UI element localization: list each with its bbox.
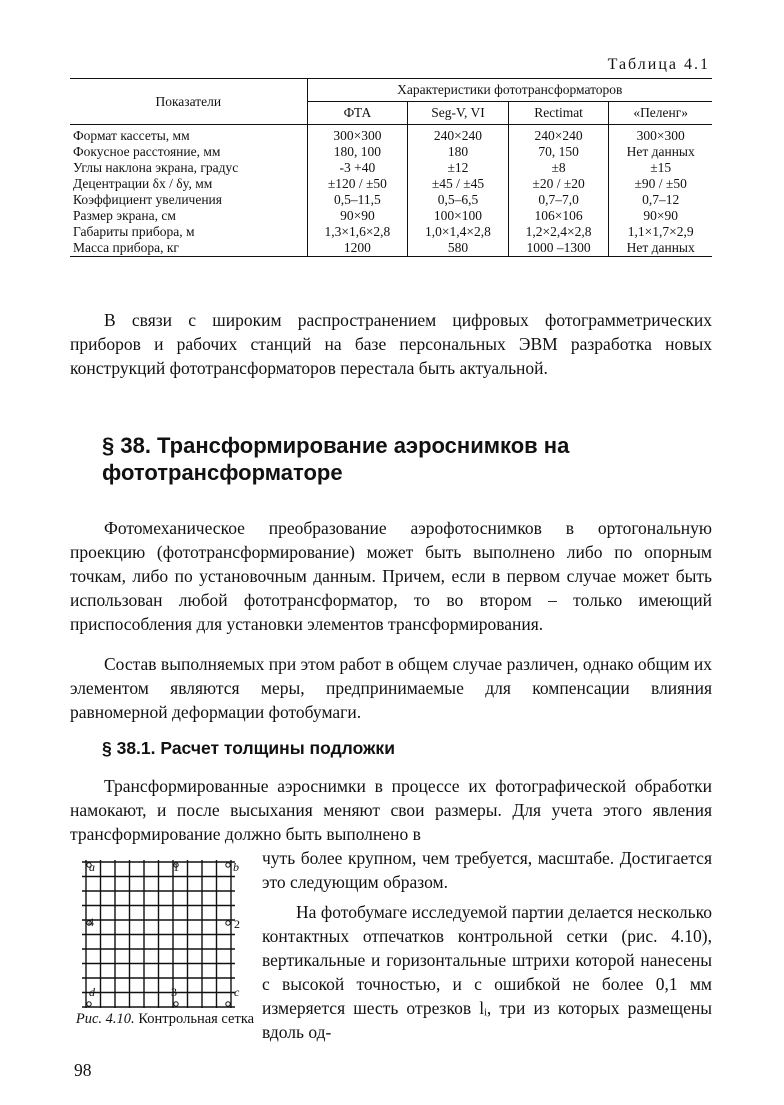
table-cell: ±20 / ±20 bbox=[508, 176, 609, 192]
table-cell: Нет данных bbox=[609, 240, 712, 257]
grid-label-a: a bbox=[89, 860, 95, 874]
table-cell: 1,3×1,6×2,8 bbox=[307, 224, 408, 240]
table-cell: 1,2×2,4×2,8 bbox=[508, 224, 609, 240]
paragraph: Фотомеханическое преобразование аэрофотоснимков в ортогональную проекцию (фототрансформирование) может быть выполнено либо по опорным точкам, либо по установочным данным. Причем, если в первом случае может быть использован любой фототрансформатор, то во втором – только имеющий приспособления для установки элементов трансформирования. bbox=[70, 518, 712, 634]
table-cell: 0,7–7,0 bbox=[508, 192, 609, 208]
table-cell: 90×90 bbox=[609, 208, 712, 224]
table-cell: 1000 –1300 bbox=[508, 240, 609, 257]
table-cell: 300×300 bbox=[609, 125, 712, 145]
grid-label-4: 4 bbox=[88, 915, 94, 929]
row-label: Масса прибора, кг bbox=[70, 240, 307, 257]
table-cell: 0,5–6,5 bbox=[408, 192, 509, 208]
table-row bbox=[70, 144, 712, 160]
table-cell: 1,0×1,4×2,8 bbox=[408, 224, 509, 240]
grid-label-1: 1 bbox=[173, 860, 179, 874]
column-header: ФТА bbox=[307, 102, 408, 125]
table-cell: -3 +40 bbox=[307, 160, 408, 176]
grid-node-mark bbox=[226, 921, 230, 925]
row-label: Углы наклона экрана, градус bbox=[70, 160, 307, 176]
grid-label-c: c bbox=[234, 985, 240, 999]
table-cell: 0,7–12 bbox=[609, 192, 712, 208]
section-title: § 38. Трансформирование аэроснимков на фототрансформаторе bbox=[102, 433, 570, 485]
table-cell: 180 bbox=[408, 144, 509, 160]
control-grid-figure bbox=[76, 858, 252, 1008]
figure-caption-text: Контрольная сетка bbox=[138, 1011, 255, 1027]
table-row bbox=[70, 240, 712, 257]
grid-node-mark bbox=[174, 1002, 178, 1006]
column-header: «Пеленг» bbox=[609, 102, 712, 125]
subsection-title: § 38.1. Расчет толщины подложки bbox=[102, 738, 395, 758]
grid-node-mark bbox=[226, 863, 230, 867]
table-cell: 240×240 bbox=[508, 125, 609, 145]
table-cell: ±15 bbox=[609, 160, 712, 176]
table-row bbox=[70, 125, 712, 145]
table-cell: 1200 bbox=[307, 240, 408, 257]
row-label: Формат кассеты, мм bbox=[70, 125, 307, 145]
characteristics-table bbox=[70, 78, 712, 257]
table-cell: 106×106 bbox=[508, 208, 609, 224]
row-label: Фокусное расстояние, мм bbox=[70, 144, 307, 160]
grid-label-2: 2 bbox=[234, 917, 240, 931]
row-label: Децентрации δx / δy, мм bbox=[70, 176, 307, 192]
table-cell: 1,1×1,7×2,9 bbox=[609, 224, 712, 240]
grid-label-d: d bbox=[89, 985, 95, 999]
row-label: Коэффициент увеличения bbox=[70, 192, 307, 208]
table-caption: Таблица 4.1 bbox=[607, 56, 710, 73]
group-header: Характеристики фототрансформаторов bbox=[307, 79, 712, 102]
table-cell: 240×240 bbox=[408, 125, 509, 145]
table-cell: 0,5–11,5 bbox=[307, 192, 408, 208]
table-cell: 300×300 bbox=[307, 125, 408, 145]
table-row bbox=[70, 224, 712, 240]
column-header: Seg-V, VI bbox=[408, 102, 509, 125]
table-cell: Нет данных bbox=[609, 144, 712, 160]
page-number: 98 bbox=[74, 1060, 92, 1080]
table-cell: ±45 / ±45 bbox=[408, 176, 509, 192]
table-row bbox=[70, 160, 712, 176]
paragraph: В связи с широким распространением цифровых фотограмметрических приборов и рабочих станций на базе персональных ЭВМ разработка новых конструкций фототрансформаторов перестала быть актуальной. bbox=[70, 310, 712, 378]
figure-caption bbox=[70, 1010, 260, 1029]
row-label: Габариты прибора, м bbox=[70, 224, 307, 240]
paragraph: Состав выполняемых при этом работ в общем случае различен, однако общим их элементом являются меры, предпринимаемые для компенсации влияния равномерной деформации фотобумаги. bbox=[70, 654, 712, 722]
figure-caption-number: Рис. 4.10. bbox=[75, 1011, 135, 1027]
table-row bbox=[70, 208, 712, 224]
table-cell: ±120 / ±50 bbox=[307, 176, 408, 192]
paragraph: Трансформированные аэроснимки в процессе их фотографической обработки намокают, и после высыхания меняют свои размеры. Для учета этого явления трансформирование должно быть выполнено в bbox=[70, 776, 712, 844]
grid-label-b: b bbox=[233, 860, 239, 874]
paragraph-wrap: чуть более крупном, чем требуется, масштабе. Достигается это следующим образом. bbox=[262, 848, 712, 892]
table-cell: ±90 / ±50 bbox=[609, 176, 712, 192]
grid-node-mark bbox=[87, 1002, 91, 1006]
column-header: Rectimat bbox=[508, 102, 609, 125]
table-cell: 580 bbox=[408, 240, 509, 257]
table-cell: 180, 100 bbox=[307, 144, 408, 160]
table-cell: 100×100 bbox=[408, 208, 509, 224]
grid-node-mark bbox=[226, 1002, 230, 1006]
paragraph: На фотобумаге исследуемой партии делается несколько контактных отпечатков контрольной сетки (рис. 4.10), вертикальные и горизонтальные штрихи которой нанесены с высокой точностью, и с ошибкой не более 0,1 мм измеряется шесть отрезков lᵢ, три из которых размещены вдоль од- bbox=[262, 902, 712, 1042]
table-row bbox=[70, 176, 712, 192]
table-cell: 70, 150 bbox=[508, 144, 609, 160]
table-cell: ±8 bbox=[508, 160, 609, 176]
grid-label-3: 3 bbox=[171, 985, 177, 999]
param-header: Показатели bbox=[70, 79, 307, 125]
table-cell: 90×90 bbox=[307, 208, 408, 224]
row-label: Размер экрана, см bbox=[70, 208, 307, 224]
table-row bbox=[70, 192, 712, 208]
table-cell: ±12 bbox=[408, 160, 509, 176]
